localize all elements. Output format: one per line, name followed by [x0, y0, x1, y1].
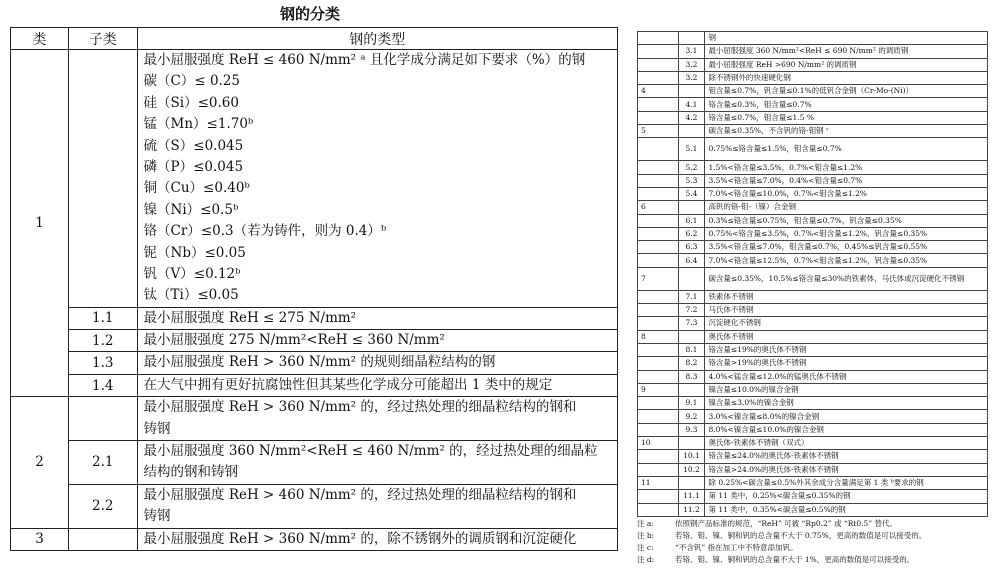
type-line: 铌（Nb）≤0.05	[143, 244, 246, 261]
subclass-cell	[678, 383, 705, 396]
table-row	[638, 383, 988, 396]
header-subclass: 子类	[69, 28, 138, 50]
type-cell: 高钒的铬-钼-（镍）合金钢	[705, 201, 988, 214]
type-cell	[137, 307, 617, 329]
class-cell	[638, 290, 679, 303]
type-line: 最小屈服强度 ReH > 360 N/mm² 的，经过热处理的细晶粒结构的钢和	[143, 399, 577, 416]
type-line: 铸钢	[143, 508, 171, 525]
type-cell: 除 0.25%<碳含量≤0.5%外其余成分含量满足第 1 类 ᵇ要求的钢	[705, 476, 988, 489]
class-cell: 11	[638, 476, 679, 489]
subclass-cell	[69, 528, 138, 550]
subclass-cell: 6.1	[678, 214, 705, 227]
page-title: 钢的分类	[279, 5, 340, 23]
class-cell	[638, 397, 679, 410]
subclass-cell: 3.1	[678, 45, 705, 58]
subclass-cell: 8.3	[678, 370, 705, 383]
type-cell: 碳含量≤0.35%，不含钒的铬-钼钢 ᶜ	[705, 125, 988, 138]
subclass-cell	[678, 267, 705, 290]
table-row	[638, 463, 988, 476]
type-cell: 4.0%<锰含量≤12.0%的锰奥氏体不锈钢	[705, 370, 988, 383]
type-cell: 铬含量≤24.0%的奥氏体-铁素体不锈钢	[705, 450, 988, 463]
type-cell: 3.5%<铬含量≤7.0%，0.4%<钼含量≤0.7%	[705, 174, 988, 187]
subclass-cell: 4.2	[678, 111, 705, 124]
table-row	[638, 111, 988, 124]
type-line: 在大气中拥有更好抗腐蚀性但其某些化学成分可能超出 1 类中的规定	[143, 376, 553, 393]
table-row	[638, 174, 988, 187]
class-cell	[638, 450, 679, 463]
type-cell: 7.0%<铬含量≤12.5%，0.7%<钼含量≤1.2%，钒含量≤0.35%	[705, 254, 988, 267]
table-row	[11, 352, 618, 374]
note-row	[637, 518, 988, 530]
table-row	[638, 138, 988, 161]
type-line: 结构的钢和铸钢	[143, 464, 239, 481]
type-line: 铬（Cr）≤0.3（若为铸件，则为 0.4）ᵇ	[143, 223, 387, 240]
subclass-cell: 10.2	[678, 463, 705, 476]
class-cell	[638, 304, 679, 317]
type-cell	[137, 441, 617, 485]
subclass-cell: 11.2	[678, 503, 705, 516]
table-row	[638, 58, 988, 71]
class-cell: 10	[638, 437, 679, 450]
table-row	[638, 98, 988, 111]
table-row	[638, 32, 988, 45]
type-cell: 铬含量≤19%的奥氏体不锈钢	[705, 343, 988, 356]
type-cell: 沉淀硬化不锈钢	[705, 317, 988, 330]
class-cell: 8	[638, 330, 679, 343]
table-row	[11, 307, 618, 329]
type-line: 最小屈服强度 ReH ≤ 275 N/mm²	[143, 309, 357, 326]
subclass-cell: 9.2	[678, 410, 705, 423]
type-cell: 1.5%<铬含量≤3.5%，0.7%<钼含量≤1.2%	[705, 161, 988, 174]
type-cell: 3.0%<镍含量≤8.0%的镍合金钢	[705, 410, 988, 423]
type-cell: 奥氏体不锈钢	[705, 330, 988, 343]
class-cell	[638, 254, 679, 267]
class-cell	[638, 32, 679, 45]
class-cell	[638, 111, 679, 124]
type-cell: 铬含量≤0.7%，钼含量≤1.5 %	[705, 111, 988, 124]
note-text: 依照钢产品标准的规范，“ReH” 可被 “Rp0.2” 或 “Rt0.5” 替代。	[675, 519, 898, 528]
type-line: 铜（Cu）≤0.40ᵇ	[143, 180, 250, 197]
type-line: 锰（Mn）≤1.70ᵇ	[143, 116, 254, 133]
class-cell	[638, 241, 679, 254]
type-cell: 铬含量>24.0%的奥氏体-铁素体不锈钢	[705, 463, 988, 476]
table-row	[638, 125, 988, 138]
subclass-cell: 7.2	[678, 304, 705, 317]
class-cell: 9	[638, 383, 679, 396]
subclass-cell: 1.1	[69, 307, 138, 329]
table-row	[638, 254, 988, 267]
table-row	[638, 357, 988, 370]
class-cell	[638, 138, 679, 161]
type-cell	[137, 397, 617, 441]
note-text: 若铬、钼、镍、铜和钒的总含量不大于 0.75%，更高的数值是可以接受的。	[675, 531, 927, 540]
subclass-cell	[678, 125, 705, 138]
subclass-cell: 6.2	[678, 227, 705, 240]
type-cell	[137, 374, 617, 396]
note-row	[637, 554, 988, 566]
table-row	[638, 450, 988, 463]
class-cell	[638, 317, 679, 330]
type-line: 最小屈服强度 ReH > 360 N/mm² 的，除不锈钢外的调质钢和沉淀硬化	[143, 530, 577, 547]
class-cell	[638, 227, 679, 240]
class-cell: 1	[11, 50, 69, 397]
subclass-cell: 8.2	[678, 357, 705, 370]
type-line: 镍（Ni）≤0.5ᵇ	[143, 201, 239, 218]
type-cell: 钢	[705, 32, 988, 45]
class-cell	[638, 370, 679, 383]
header-class: 类	[11, 28, 69, 50]
table-row	[638, 304, 988, 317]
subclass-cell: 7.3	[678, 317, 705, 330]
type-cell: 7.0%<铬含量≤10.0%，0.7%<钼含量≤1.2%	[705, 187, 988, 200]
type-cell: 最小屈服强度 360 N/mm²<ReH ≤ 690 N/mm² 的调质钢	[705, 45, 988, 58]
type-cell: 3.5%<铬含量≤7.0%，钼含量≤0.7%，0.45%≤钒含量≤0.55%	[705, 241, 988, 254]
table-row	[638, 71, 988, 84]
class-cell: 2	[11, 397, 69, 528]
subclass-cell: 5.3	[678, 174, 705, 187]
subclass-cell: 2.2	[69, 484, 138, 528]
type-cell: 0.3%≤铬含量≤0.75%，钼含量≤0.7%，钒含量≤0.35%	[705, 214, 988, 227]
steel-classification-table	[10, 27, 618, 551]
subclass-cell: 10.1	[678, 450, 705, 463]
table-row	[638, 267, 988, 290]
subclass-cell: 8.1	[678, 343, 705, 356]
table-row	[638, 476, 988, 489]
subclass-cell: 6.3	[678, 241, 705, 254]
class-cell	[638, 410, 679, 423]
subclass-cell: 5.4	[678, 187, 705, 200]
class-cell	[638, 503, 679, 516]
subclass-cell	[678, 32, 705, 45]
table-row	[11, 50, 618, 308]
table-row	[638, 161, 988, 174]
type-cell: 铁素体不锈钢	[705, 290, 988, 303]
subclass-cell: 9.1	[678, 397, 705, 410]
type-cell: 镍含量≤3.0%的镍合金钢	[705, 397, 988, 410]
subclass-cell	[678, 437, 705, 450]
table-row	[638, 317, 988, 330]
table-notes	[637, 518, 988, 566]
subclass-cell: 1.3	[69, 352, 138, 374]
type-line: 钛（Ti）≤0.05	[143, 287, 239, 304]
table-row	[638, 370, 988, 383]
table-row	[638, 490, 988, 503]
note-text: “不含钒” 指在加工中不特意添加钒。	[675, 543, 798, 552]
table-row	[638, 503, 988, 516]
type-cell	[137, 484, 617, 528]
table-row	[11, 441, 618, 485]
type-cell	[137, 50, 617, 308]
subclass-cell	[678, 330, 705, 343]
class-cell	[638, 161, 679, 174]
subclass-cell: 11.1	[678, 490, 705, 503]
note-key: 注 c:	[637, 543, 654, 552]
subclass-cell: 6.4	[678, 254, 705, 267]
note-text: 若铬、钼、镍、铜和钒的总含量不大于 1%，更高的数值是可以接受的。	[675, 555, 915, 564]
table-row	[638, 437, 988, 450]
type-line: 最小屈服强度 ReH ≤ 460 N/mm² ᵃ 且化学成分满足如下要求（%）的钢	[143, 52, 586, 68]
class-cell	[638, 98, 679, 111]
type-cell: 镍含量≤10.0%的镍合金钢	[705, 383, 988, 396]
table-row	[638, 290, 988, 303]
class-cell	[638, 423, 679, 436]
class-cell	[638, 58, 679, 71]
subclass-cell: 7.1	[678, 290, 705, 303]
class-cell	[638, 71, 679, 84]
subclass-cell: 2.1	[69, 441, 138, 485]
table-row	[638, 423, 988, 436]
type-cell: 0.75%<铬含量≤3.5%，0.7%<钼含量≤1.2%，钒含量≤0.35%	[705, 227, 988, 240]
table-row	[638, 343, 988, 356]
class-cell: 7	[638, 267, 679, 290]
table-row	[11, 397, 618, 441]
subclass-cell: 3.2	[678, 71, 705, 84]
type-line: 最小屈服强度 360 N/mm²<ReH ≤ 460 N/mm² 的，经过热处理的细晶粒	[143, 443, 598, 460]
type-line: 磷（P）≤0.045	[143, 158, 244, 175]
table-row	[11, 528, 618, 550]
type-cell: 8.0%<镍含量≤10.0%的镍合金钢	[705, 423, 988, 436]
note-key: 注 a:	[637, 519, 654, 528]
note-row	[637, 530, 988, 542]
table-row	[638, 214, 988, 227]
class-cell: 4	[638, 85, 679, 98]
subclass-cell	[678, 476, 705, 489]
subclass-cell	[69, 397, 138, 441]
type-cell: 铬含量>19%的奥氏体不锈钢	[705, 357, 988, 370]
type-cell	[137, 528, 617, 550]
subclass-cell: 5.2	[678, 161, 705, 174]
table-row	[638, 201, 988, 214]
subclass-cell: 1.4	[69, 374, 138, 396]
table-row	[11, 484, 618, 528]
class-cell	[638, 357, 679, 370]
header-steel-type: 钢的类型	[137, 28, 617, 50]
class-cell	[638, 490, 679, 503]
type-line: 钒（V）≤0.12ᵇ	[143, 265, 241, 282]
class-cell: 5	[638, 125, 679, 138]
subclass-cell	[678, 201, 705, 214]
steel-classification-table-continued	[637, 31, 988, 517]
table-row	[638, 330, 988, 343]
subclass-cell: 5.1	[678, 138, 705, 161]
type-cell	[137, 330, 617, 352]
subclass-cell: 4.1	[678, 98, 705, 111]
type-line: 铸钢	[143, 420, 171, 437]
type-cell: 奥氏体-铁素体不锈钢（双式）	[705, 437, 988, 450]
type-cell: 除不锈钢外的快速硬化钢	[705, 71, 988, 84]
class-cell	[638, 463, 679, 476]
table-row	[638, 85, 988, 98]
type-line: 碳（C）≤ 0.25	[143, 73, 241, 90]
type-cell: 铬含量≤0.3%，钼含量≤0.7%	[705, 98, 988, 111]
class-cell	[638, 45, 679, 58]
type-cell: 马氏体不锈钢	[705, 304, 988, 317]
table-row	[638, 397, 988, 410]
table-row	[638, 410, 988, 423]
class-cell: 6	[638, 201, 679, 214]
subclass-cell	[69, 50, 138, 308]
type-cell: 最小屈服强度 ReH >690 N/mm² 的调质钢	[705, 58, 988, 71]
note-key: 注 d:	[637, 555, 655, 564]
type-line: 最小屈服强度 275 N/mm²<ReH ≤ 360 N/mm²	[143, 332, 445, 349]
type-cell: 碳含量≤0.35%，10.5%≤铬含量≤30%的铁素体，马氏体或沉淀硬化不锈钢	[705, 267, 988, 290]
type-cell: 钼含量≤0.7%，钒含量≤0.1%的低钒合金钢（Cr-Mo-(Ni)）	[705, 85, 988, 98]
class-cell	[638, 343, 679, 356]
type-cell: 0.75%≤铬含量≤1.5%，钼含量≤0.7%	[705, 138, 988, 161]
note-key: 注 b:	[637, 531, 655, 540]
table-row	[11, 330, 618, 352]
subclass-cell: 3.2	[678, 58, 705, 71]
type-line: 硅（Si）≤0.60	[143, 94, 239, 111]
table-row	[11, 374, 618, 396]
type-cell	[137, 352, 617, 374]
class-cell	[638, 187, 679, 200]
type-cell: 第 11 类中，0.35%<碳含量≤0.5%的钢	[705, 503, 988, 516]
subclass-cell: 9.3	[678, 423, 705, 436]
type-line: 硫（S）≤0.045	[143, 137, 244, 154]
note-row	[637, 542, 988, 554]
table-row	[638, 45, 988, 58]
subclass-cell	[678, 85, 705, 98]
table-row	[638, 187, 988, 200]
table-row	[638, 241, 988, 254]
type-cell: 第 11 类中，0.25%<碳含量≤0.35%的钢	[705, 490, 988, 503]
table-row	[638, 227, 988, 240]
class-cell	[638, 214, 679, 227]
class-cell	[638, 174, 679, 187]
class-cell: 3	[11, 528, 69, 550]
type-line: 最小屈服强度 ReH > 360 N/mm² 的规则细晶粒结构的钢	[143, 354, 496, 371]
subclass-cell: 1.2	[69, 330, 138, 352]
type-line: 最小屈服强度 ReH > 460 N/mm² 的，经过热处理的细晶粒结构的钢和	[143, 486, 577, 503]
